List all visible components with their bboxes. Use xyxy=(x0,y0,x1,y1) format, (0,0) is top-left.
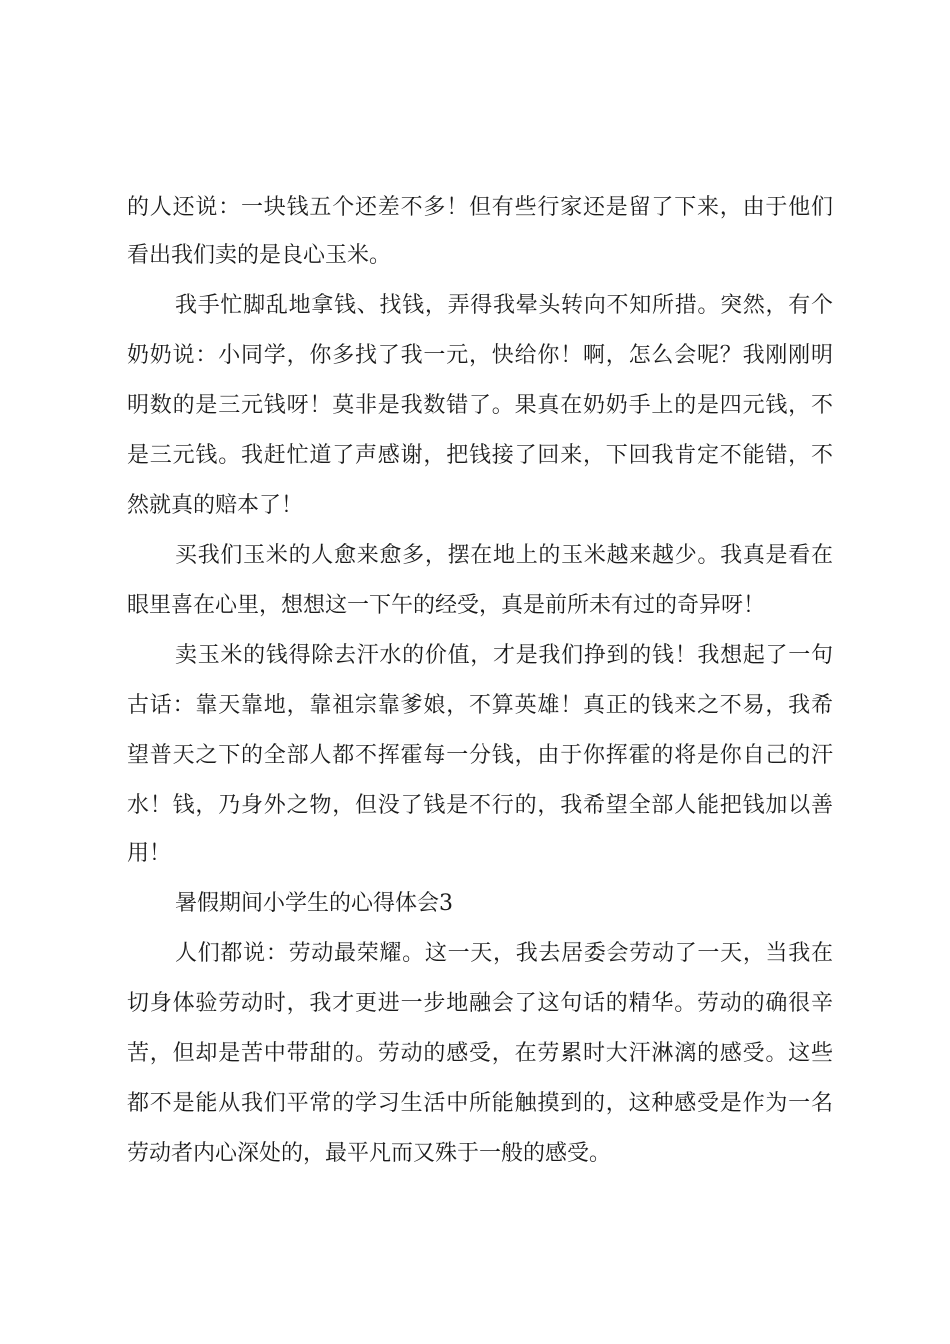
paragraph-line: 是三元钱。我赶忙道了声感谢，把钱接了回来，下回我肯定不能错，不 xyxy=(127,443,833,468)
paragraph-line: 我手忙脚乱地拿钱、找钱，弄得我晕头转向不知所措。突然，有个 xyxy=(175,293,833,318)
paragraph-line: 水！钱，乃身外之物，但没了钱是不行的，我希望全部人能把钱加以善 xyxy=(127,793,833,818)
paragraph-line: 奶奶说：小同学，你多找了我一元，快给你！啊，怎么会呢？我刚刚明 xyxy=(127,343,833,368)
paragraph-line: 买我们玉米的人愈来愈多，摆在地上的玉米越来越少。我真是看在 xyxy=(175,543,833,568)
paragraph-line: 用！ xyxy=(127,841,172,866)
section-heading: 暑假期间小学生的心得体会3 xyxy=(175,891,453,916)
paragraph-line: 都不是能从我们平常的学习生活中所能触摸到的，这种感受是作为一名 xyxy=(127,1091,833,1116)
paragraph-line: 切身体验劳动时，我才更进一步地融会了这句话的精华。劳动的确很辛 xyxy=(127,991,833,1016)
paragraph-line: 然就真的赔本了！ xyxy=(127,493,304,518)
paragraph-line: 古话：靠天靠地，靠祖宗靠爹娘，不算英雄！真正的钱来之不易，我希 xyxy=(127,693,833,718)
paragraph-line: 劳动者内心深处的，最平凡而又殊于一般的感受。 xyxy=(127,1141,612,1166)
paragraph-line: 明数的是三元钱呀！莫非是我数错了。果真在奶奶手上的是四元钱，不 xyxy=(127,393,833,418)
paragraph-line: 人们都说：劳动最荣耀。这一天，我去居委会劳动了一天，当我在 xyxy=(175,941,833,966)
paragraph-line: 的人还说：一块钱五个还差不多！但有些行家还是留了下来，由于他们 xyxy=(127,195,833,220)
paragraph-line: 望普天之下的全部人都不挥霍每一分钱，由于你挥霍的将是你自己的汗 xyxy=(127,743,833,768)
paragraph-line: 苦，但却是苦中带甜的。劳动的感受，在劳累时大汗淋漓的感受。这些 xyxy=(127,1041,833,1066)
paragraph-line: 眼里喜在心里，想想这一下午的经受，真是前所未有过的奇异呀！ xyxy=(127,593,766,618)
paragraph-line: 看出我们卖的是良心玉米。 xyxy=(127,243,392,268)
paragraph-line: 卖玉米的钱得除去汗水的价值，才是我们挣到的钱！我想起了一句 xyxy=(175,643,833,668)
